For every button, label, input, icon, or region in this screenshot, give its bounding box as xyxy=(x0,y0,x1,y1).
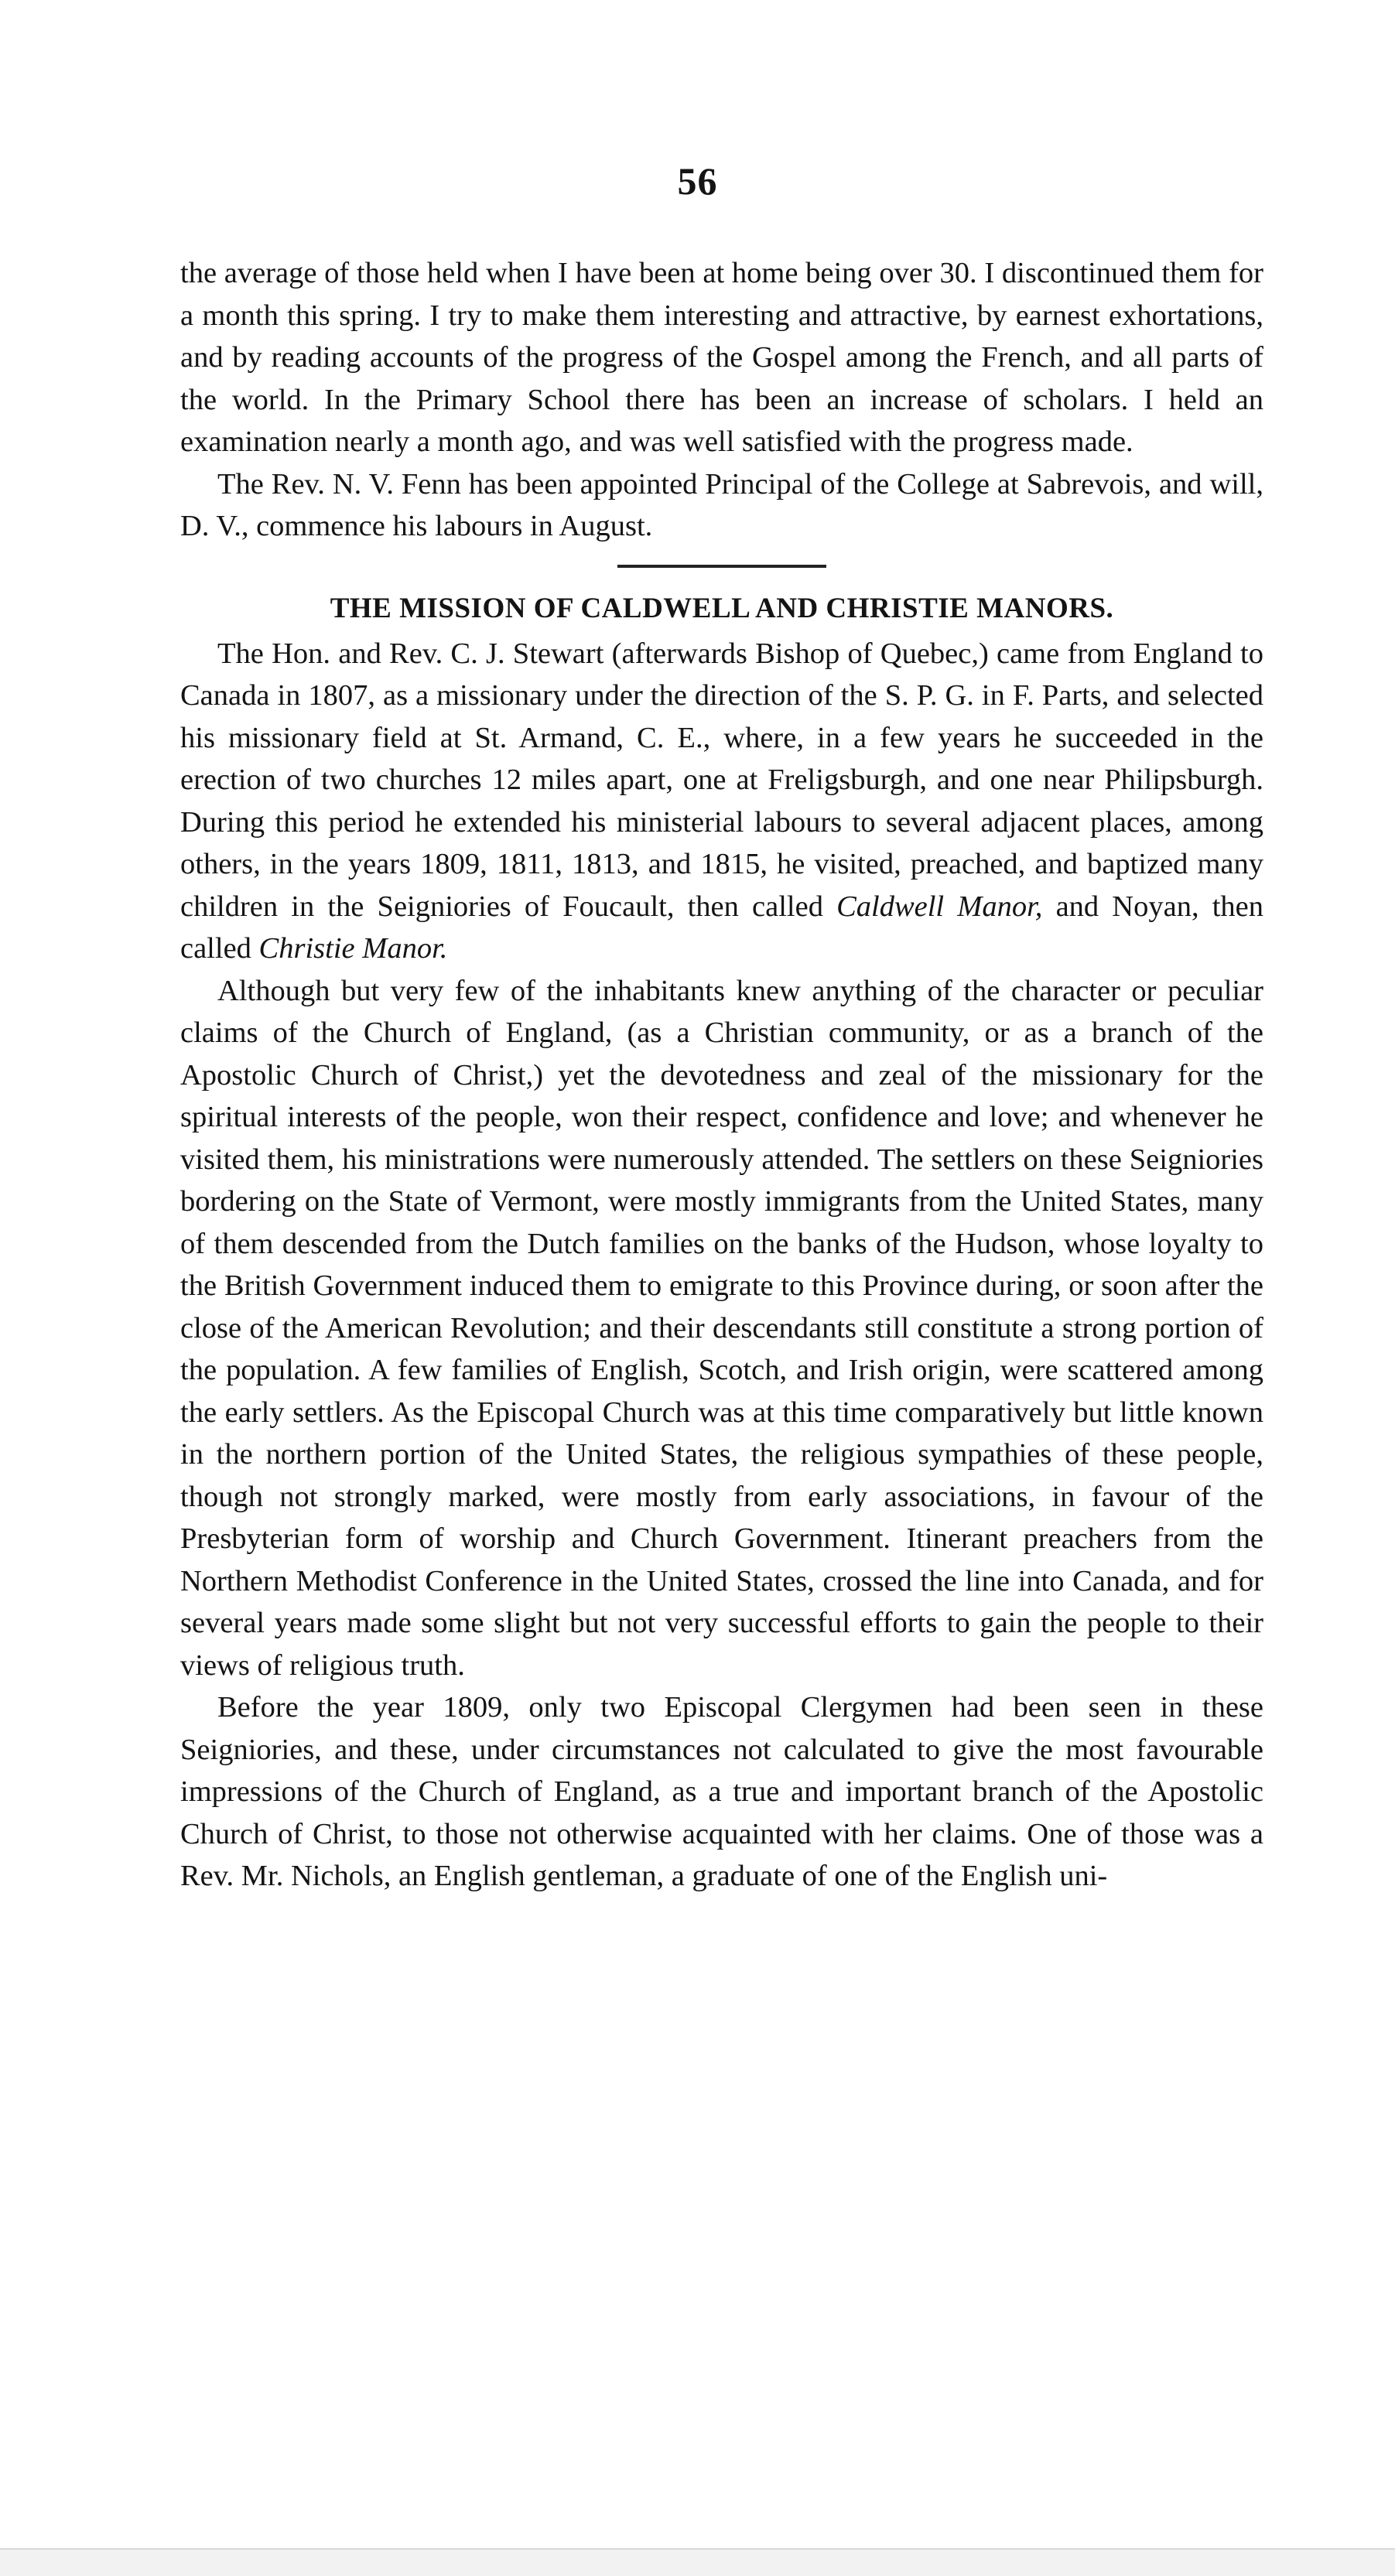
scan-bottom-edge xyxy=(0,2548,1395,2576)
before-1809-paragraph: Before the year 1809, only two Episcopal Clergymen had been seen in these Seigniories, and these, under circumstances not calculated to give the most favourable impressions of the Church of England, as a true and important branch of the Apostolic Church of Christ, to those not otherwise acquainted with her claims. One of those was a Rev. Mr. Nichols, an English gentleman, a graduate of one of the English uni- xyxy=(180,1691,1263,1892)
although-paragraph: Although but very few of the inhabitants knew anything of the character or peculiar claims of the Church of England, (as a Christian community, or as a branch of the Apostolic Church of Christ,) yet the devotedness and zeal of the missionary for the spiritual interests of the people, won their respect, confidence and love; and whenever he visited them, his ministrations were numerously attended. The settlers on these Seigniories bordering on the State of Vermont, were mostly immigrants from the United States, many of them descended from the Dutch families on the banks of the Hudson, whose loyalty to the British Government induced them to emigrate to this Province during, or soon after the close of the American Revolution; and their descendants still constitute a strong portion of the population. A few families of English, Scotch, and Irish origin, were scattered among the early settlers. As the Episcopal Church was at this time comparatively but little known in the northern portion of the United States, the religious sympathies of these people, though not strongly marked, were mostly from early associations, in favour of the Presbyterian form of worship and Church Government. Itinerant preachers from the Northern Methodist Conference in the United States, crossed the line into Canada, and for several years made some slight but not very successful efforts to gain the people to their views of religious truth. xyxy=(180,974,1263,1682)
continuation-paragraph: the average of those held when I have been at home being over 30. I discontinued them for a month this spring. I try to make them interesting and attractive, by earnest exhortations, and by reading accounts of the progress of the Gospel among the French, and all parts of the world. In the Primary School there has been an increase of scholars. I held an examination nearly a month ago, and was well satisfied with the progress made. xyxy=(180,257,1263,458)
page-number: 56 xyxy=(677,159,718,203)
stewart-paragraph-text: The Hon. and Rev. C. J. Stewart (afterwards Bishop of Quebec,) came from England to Canada in 1807, as a missionary under the direction of the S. P. G. in F. Parts, and selected his missionary field at St. Armand, C. E., where, in a few years he succeeded in the erection of two churches 12 miles apart, one at Freligsburgh, and one near Philipsburgh. During this period he extended his ministerial labours to several adjacent places, among others, in the years 1809, 1811, 1813, and 1815, he visited, preached, and baptized many children in the Seigniories of Foucault, then called xyxy=(180,637,1263,923)
fenn-appointment-paragraph: The Rev. N. V. Fenn has been appointed Principal of the College at Sabrevois, and will, D. V., commence his labours in August. xyxy=(180,467,1263,542)
page-body xyxy=(180,252,1263,1898)
caldwell-manor-italic: Caldwell Manor, xyxy=(836,890,1043,923)
stewart-paragraph xyxy=(180,633,1263,970)
section-heading: THE MISSION OF CALDWELL AND CHRISTIE MANORS. xyxy=(330,592,1114,624)
christie-manor-italic: Christie Manor. xyxy=(258,932,448,965)
section-divider xyxy=(617,565,826,568)
stewart-paragraph-middle: and Noyan, then called xyxy=(180,890,1263,965)
